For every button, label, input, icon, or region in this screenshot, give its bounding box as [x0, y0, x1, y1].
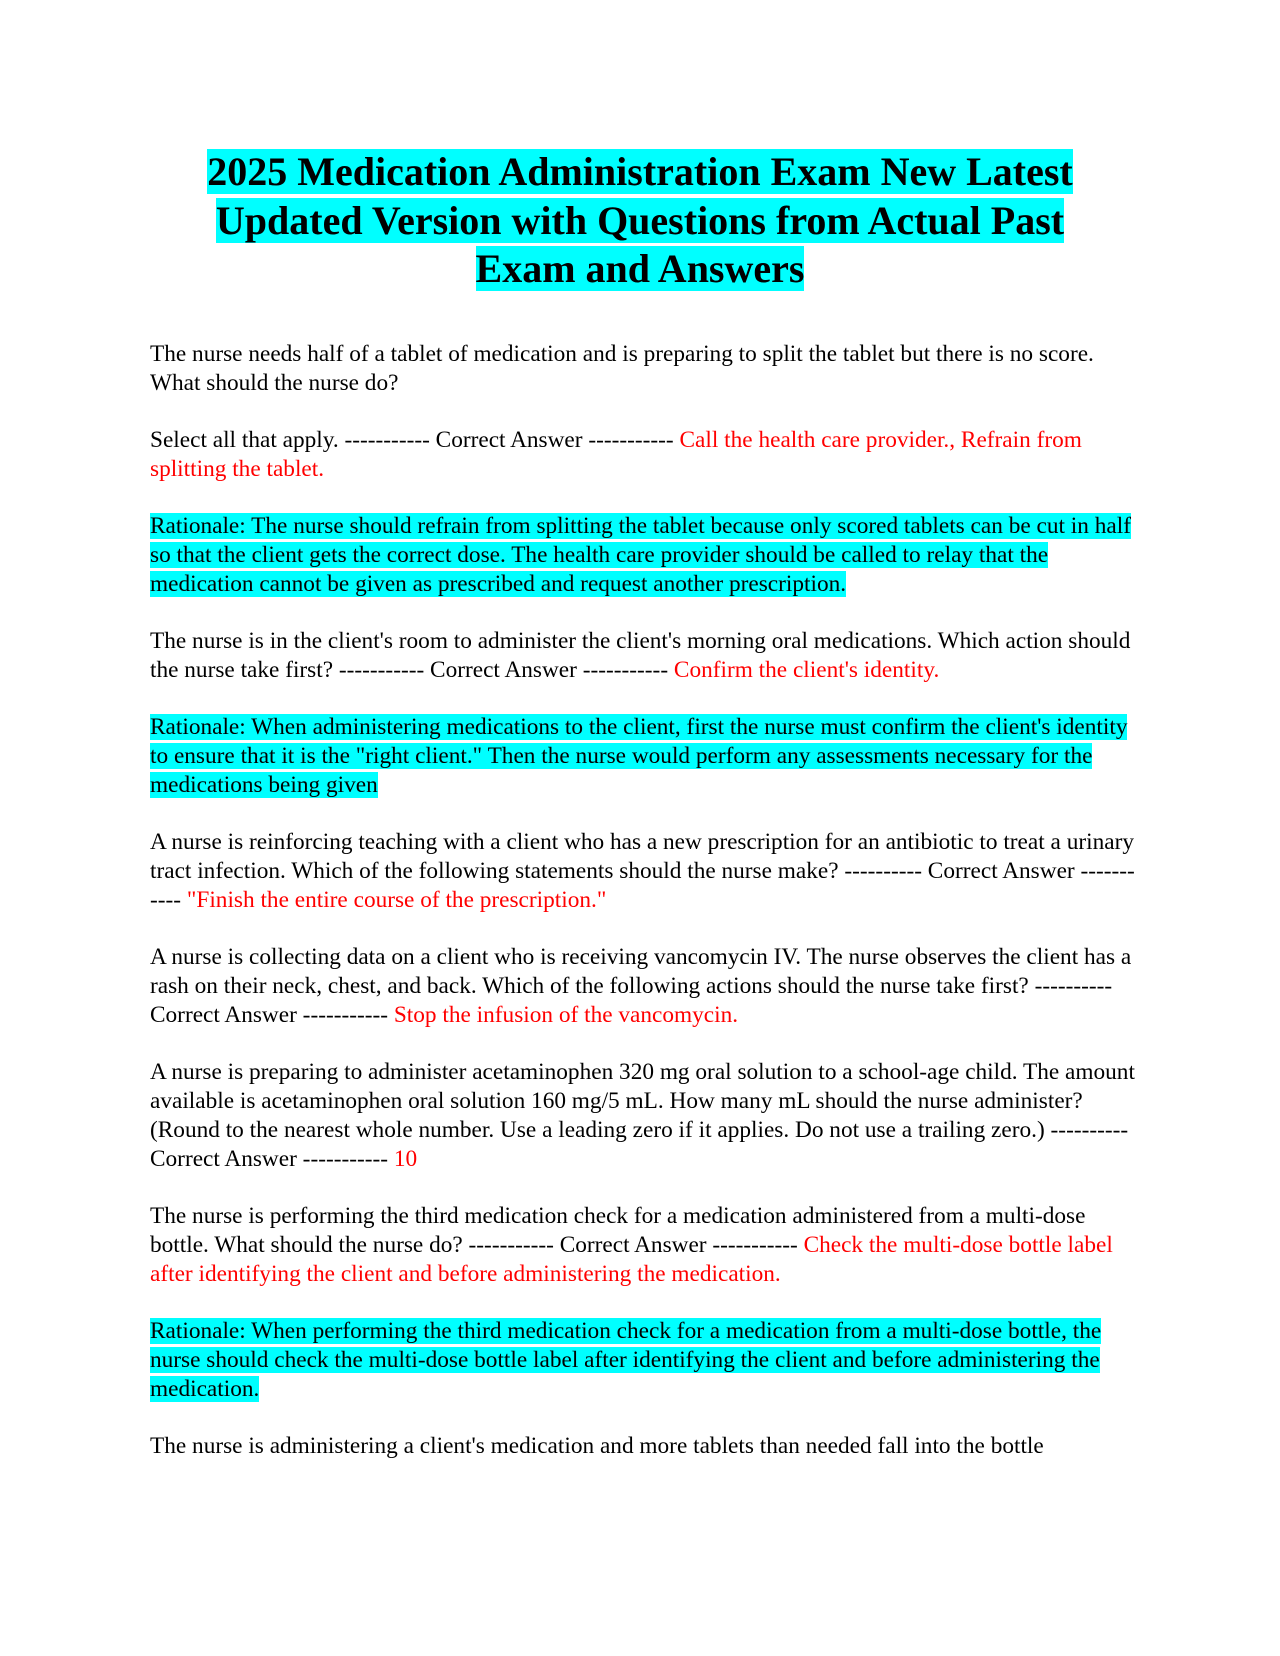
question-text: The nurse is administering a client's medication and more tablets than needed fall into the bottle	[150, 1433, 1044, 1459]
question-paragraph	[150, 426, 1140, 484]
correct-answer: Confirm the client's identity.	[673, 657, 940, 683]
question-text: The nurse is in the client's room to administer the client's morning oral medications. Which action should the nurse take first? ----------- Correct Answer -----------	[150, 628, 1131, 683]
question-text: A nurse is collecting data on a client who is receiving vancomycin IV. The nurse observes the client has a rash on their neck, chest, and back. Which of the following actions should the nurse take first? ---------- Correct Answer -----------	[150, 944, 1132, 1028]
correct-answer: "Finish the entire course of the prescription."	[186, 887, 607, 913]
correct-answer: Stop the infusion of the vancomycin.	[393, 1002, 739, 1028]
question-paragraph	[150, 943, 1140, 1030]
question-paragraph	[150, 1058, 1140, 1174]
question-text: The nurse needs half of a tablet of medication and is preparing to split the tablet but there is no score. What should the nurse do?	[150, 341, 1094, 396]
question-paragraph	[150, 627, 1140, 685]
rationale-paragraph	[150, 512, 1140, 599]
document-body	[150, 340, 1140, 1489]
correct-answer: Call the health care provider., Refrain from splitting the tablet.	[150, 427, 1082, 482]
correct-answer: 10	[393, 1146, 418, 1172]
rationale-text: Rationale: When administering medications to the client, first the nurse must confirm the client's identity to ensure that it is the "right client." Then the nurse would perform any assessments necessary for the medications being given	[150, 714, 1128, 798]
question-paragraph	[150, 1202, 1140, 1289]
rationale-paragraph	[150, 713, 1140, 800]
correct-answer: Check the multi-dose bottle label after identifying the client and before administering the medication.	[150, 1232, 1113, 1287]
document-title	[150, 148, 1130, 294]
title-line-1: 2025 Medication Administration Exam New Latest	[207, 149, 1073, 194]
title-line-3: Exam and Answers	[475, 246, 805, 291]
question-paragraph	[150, 828, 1140, 915]
question-paragraph	[150, 1432, 1140, 1461]
question-text: A nurse is reinforcing teaching with a client who has a new prescription for an antibiotic to treat a urinary tract infection. Which of the following statements should the nurse make? ---------- Correct Answer -----------	[150, 829, 1135, 913]
title-line-2: Updated Version with Questions from Actual Past	[215, 197, 1065, 243]
rationale-paragraph	[150, 1317, 1140, 1404]
question-text: A nurse is preparing to administer acetaminophen 320 mg oral solution to a school-age child. The amount available is acetaminophen oral solution 160 mg/5 mL. How many mL should the nurse administer? (Round to the nearest whole number. Use a leading zero if it applies. Do not use a trailing zero.) ---------- Correct Answer -----------	[150, 1059, 1135, 1172]
rationale-text: Rationale: The nurse should refrain from splitting the tablet because only scored tablets can be cut in half so that the client gets the correct dose. The health care provider should be called to relay that the medication cannot be given as prescribed and request another prescription.	[150, 513, 1131, 597]
rationale-text: Rationale: When performing the third medication check for a medication from a multi-dose bottle, the nurse should check the multi-dose bottle label after identifying the client and before administering the medication.	[150, 1318, 1102, 1402]
question-paragraph	[150, 340, 1140, 398]
question-text: The nurse is performing the third medication check for a medication administered from a multi-dose bottle. What should the nurse do? ----------- Correct Answer -----------	[150, 1203, 1086, 1258]
question-text: Select all that apply. ----------- Correct Answer -----------	[150, 427, 680, 453]
